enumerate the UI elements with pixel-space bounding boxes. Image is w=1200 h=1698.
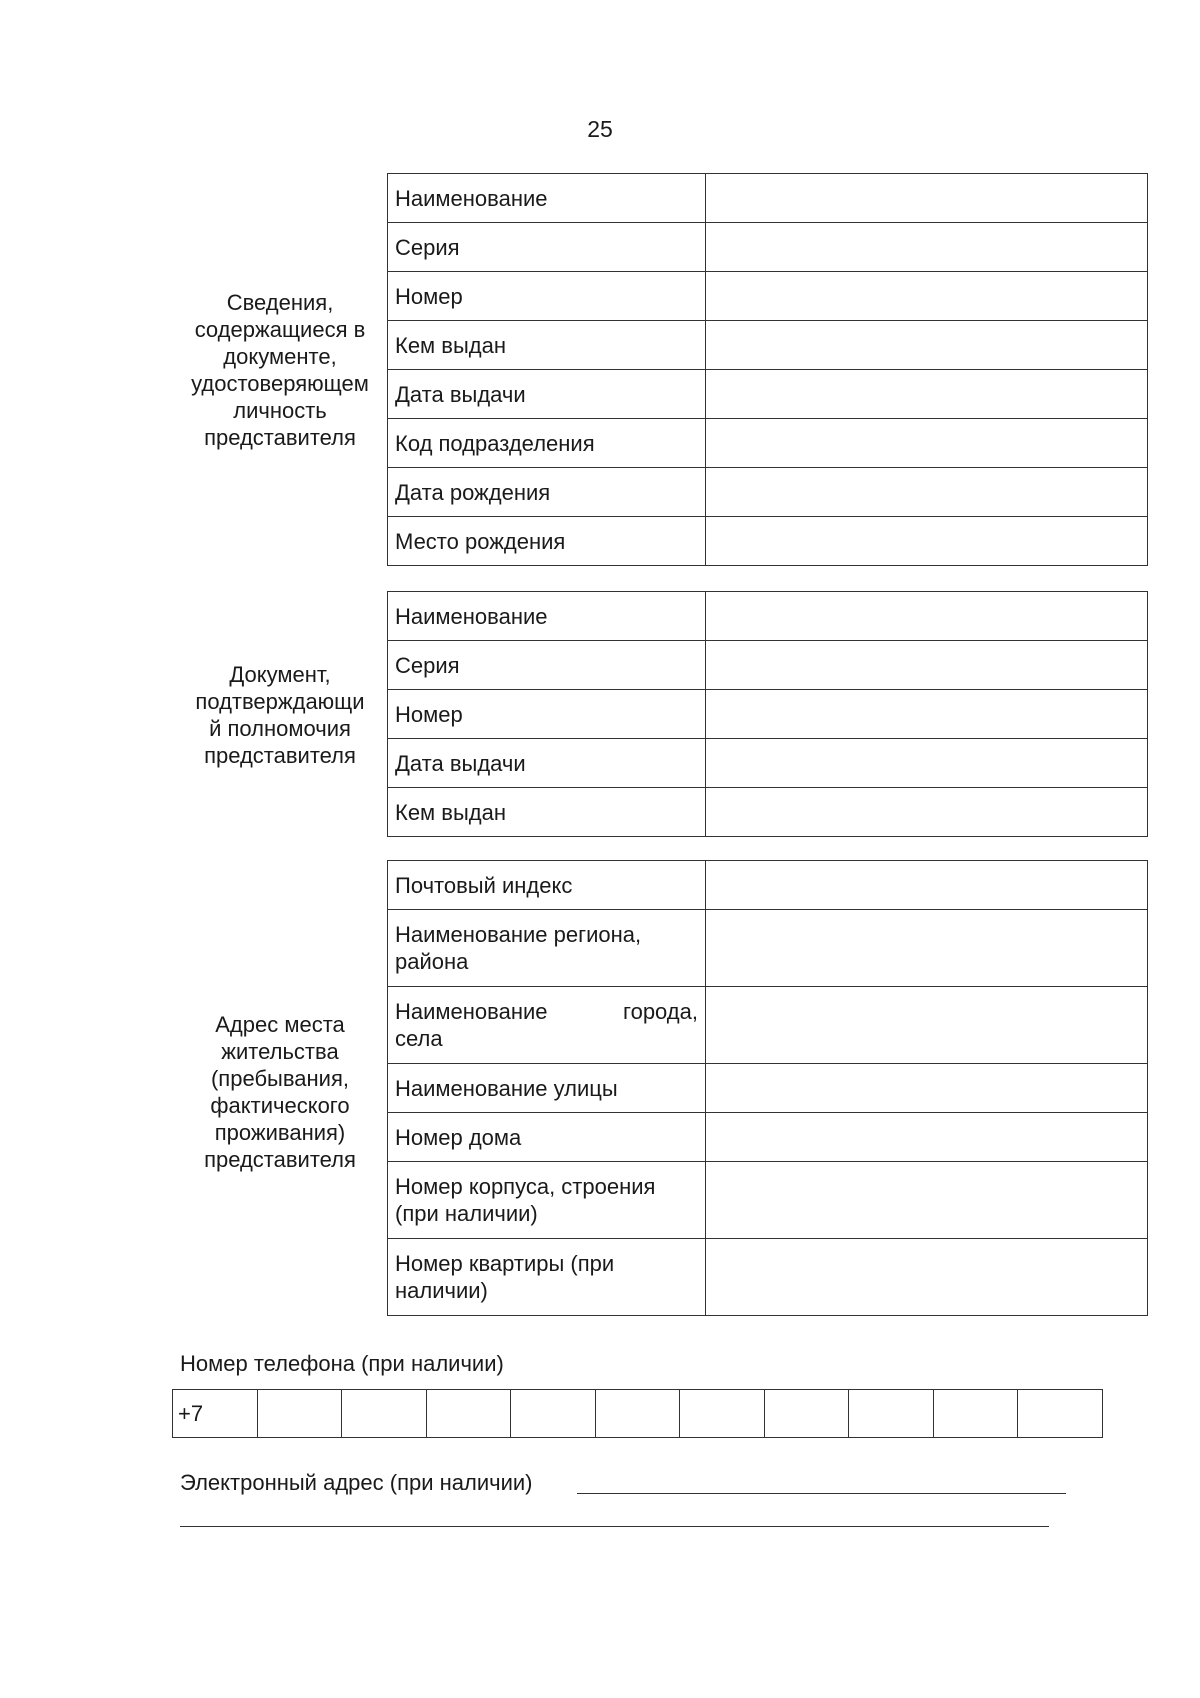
field-label: Кем выдан <box>388 788 706 837</box>
field-label: Дата выдачи <box>388 370 706 419</box>
phone-digit-box[interactable] <box>1018 1390 1103 1438</box>
phone-digit-box[interactable] <box>595 1390 680 1438</box>
label-line: проживания) <box>214 1120 346 1145</box>
field-value-cell[interactable] <box>706 641 1148 690</box>
label-line: Документ, <box>229 662 331 687</box>
label-word: Наименование <box>395 999 548 1024</box>
field-label: Серия <box>388 641 706 690</box>
email-label: Электронный адрес (при наличии) <box>180 1470 533 1495</box>
phone-digit-box[interactable] <box>849 1390 934 1438</box>
field-value-cell[interactable] <box>706 592 1148 641</box>
label-line: района <box>395 949 469 974</box>
label-line: содержащиеся в <box>194 317 366 342</box>
field-label: Место рождения <box>388 517 706 566</box>
phone-digit-box[interactable] <box>342 1390 427 1438</box>
address-section-label <box>170 1011 390 1173</box>
field-label <box>388 1162 706 1239</box>
field-value-cell[interactable] <box>706 1239 1148 1316</box>
field-label <box>388 987 706 1064</box>
phone-digit-box[interactable] <box>511 1390 596 1438</box>
field-label: Код подразделения <box>388 419 706 468</box>
field-label: Серия <box>388 223 706 272</box>
email-input-line-continued[interactable] <box>180 1526 1049 1527</box>
field-value-cell[interactable] <box>706 517 1148 566</box>
label-line: Адрес места <box>215 1012 345 1037</box>
label-line: (при наличии) <box>395 1201 538 1226</box>
label-line: (пребывания, <box>210 1066 349 1091</box>
phone-digit-box[interactable] <box>680 1390 765 1438</box>
field-label: Наименование <box>388 174 706 223</box>
phone-digit-box[interactable] <box>933 1390 1018 1438</box>
phone-digit-boxes <box>172 1389 1103 1438</box>
phone-label: Номер телефона (при наличии) <box>180 1351 504 1376</box>
label-line: наличии) <box>395 1278 488 1303</box>
field-value-cell[interactable] <box>706 1113 1148 1162</box>
field-value-cell[interactable] <box>706 861 1148 910</box>
identity-table <box>387 173 1148 566</box>
field-value-cell[interactable] <box>706 690 1148 739</box>
field-value-cell[interactable] <box>706 370 1148 419</box>
field-label <box>388 861 706 910</box>
field-value-cell[interactable] <box>706 910 1148 987</box>
label-line: представителя <box>204 425 356 450</box>
label-line: Сведения, <box>226 290 334 315</box>
field-value-cell[interactable] <box>706 419 1148 468</box>
address-table <box>387 860 1148 1316</box>
field-value-cell[interactable] <box>706 468 1148 517</box>
field-label: Кем выдан <box>388 321 706 370</box>
identity-section-label <box>170 289 390 451</box>
label-line: личность <box>233 398 327 423</box>
label-line: Наименование региона, <box>395 922 642 947</box>
field-label: Номер <box>388 690 706 739</box>
phone-digit-box[interactable] <box>257 1390 342 1438</box>
field-label: Дата выдачи <box>388 739 706 788</box>
label-word: города, <box>623 999 698 1024</box>
field-value-cell[interactable] <box>706 987 1148 1064</box>
authority-section-label <box>170 661 390 769</box>
label-line: Номер корпуса, строения <box>395 1174 656 1199</box>
label-line: фактического <box>210 1093 350 1118</box>
label-line: представителя <box>204 743 356 768</box>
label-line: села <box>395 1026 443 1051</box>
page-number: 25 <box>587 116 613 142</box>
field-value-cell[interactable] <box>706 223 1148 272</box>
field-value-cell[interactable] <box>706 321 1148 370</box>
field-label <box>388 1239 706 1316</box>
authority-table <box>387 591 1148 837</box>
email-input-line[interactable] <box>577 1493 1066 1494</box>
field-value-cell[interactable] <box>706 272 1148 321</box>
label-line: й полномочия <box>209 716 351 741</box>
phone-digit-box[interactable] <box>426 1390 511 1438</box>
field-label <box>388 910 706 987</box>
label-line: жительства <box>221 1039 339 1064</box>
field-value-cell[interactable] <box>706 1162 1148 1239</box>
field-value-cell[interactable] <box>706 174 1148 223</box>
label-line: Почтовый индекс <box>395 872 573 898</box>
label-line: представителя <box>204 1147 356 1172</box>
label-line: Номер квартиры (при <box>395 1251 615 1276</box>
label-line: удостоверяющем <box>191 371 369 396</box>
field-value-cell[interactable] <box>706 788 1148 837</box>
field-label <box>388 1064 706 1113</box>
phone-digit-box[interactable] <box>764 1390 849 1438</box>
field-value-cell[interactable] <box>706 739 1148 788</box>
field-label: Наименование <box>388 592 706 641</box>
field-label <box>388 1113 706 1162</box>
field-label: Номер <box>388 272 706 321</box>
label-line: документе, <box>223 344 337 369</box>
label-line: Наименование улицы <box>395 1075 618 1101</box>
label-line: подтверждающи <box>195 689 365 714</box>
field-label: Дата рождения <box>388 468 706 517</box>
field-value-cell[interactable] <box>706 1064 1148 1113</box>
label-line: Номер дома <box>395 1124 522 1150</box>
phone-prefix-cell: +7 <box>173 1390 258 1438</box>
